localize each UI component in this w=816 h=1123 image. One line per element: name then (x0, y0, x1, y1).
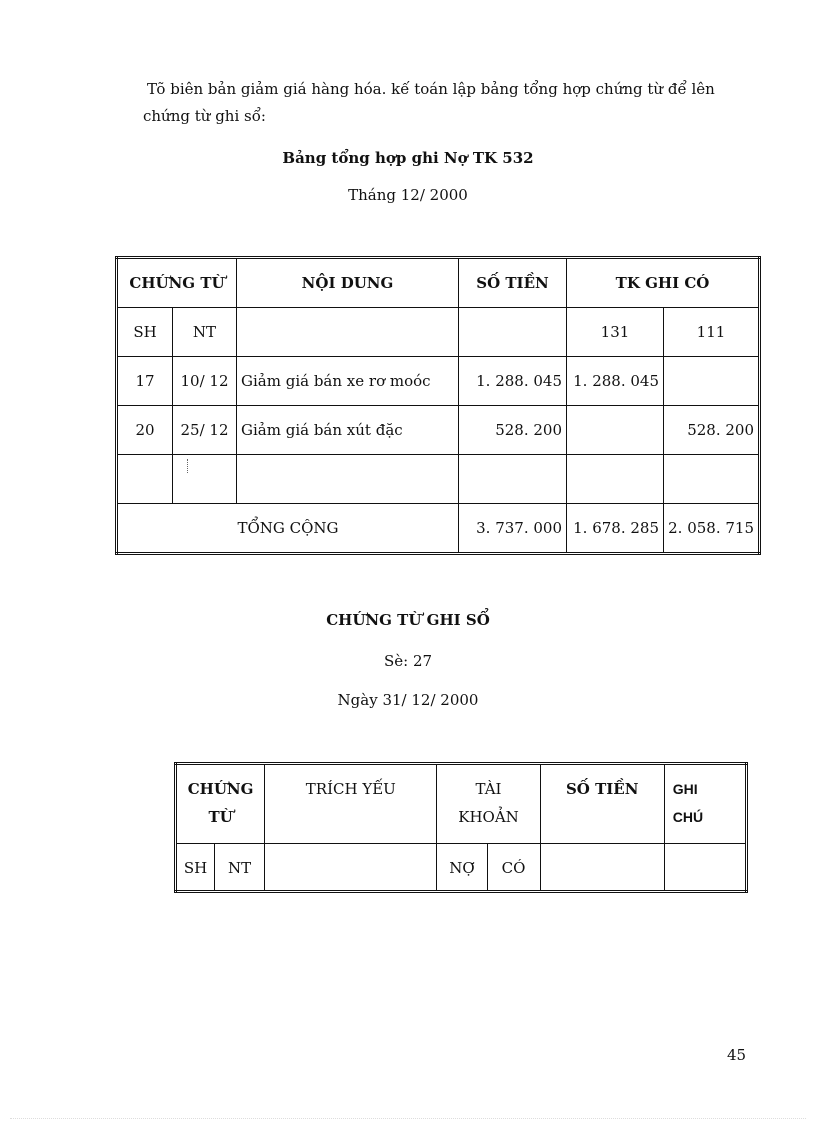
total-so-tien: 3. 737. 000 (459, 504, 567, 554)
header-trich-yeu: TRÍCH YẾU (265, 764, 437, 844)
header-ghi-chu: GHI CHÚ (664, 764, 746, 844)
cell-so-tien: 528. 200 (459, 406, 567, 455)
sub-sh: SH (117, 308, 173, 357)
sub-131: 131 (567, 308, 664, 357)
intro-paragraph: Tõ biên bản giảm giá hàng hóa. kế toán lập bảng tổng hợp chứng từ để lên chứng từ ghi sổ: (143, 80, 715, 125)
table-row (117, 357, 760, 406)
table1-month: Tháng 12/ 2000 (348, 186, 468, 204)
header-chung-tu: CHỨNG TỪ (117, 258, 237, 308)
cell-131: 1. 288. 045 (567, 357, 664, 406)
cell-noi-dung: Giảm giá bán xút đặc (237, 406, 459, 455)
page-number: 45 (727, 1046, 747, 1064)
header-chung-tu: CHỨNG TỪ (176, 764, 265, 844)
sub-co: CÓ (487, 844, 540, 892)
sub-nt: NT (215, 844, 265, 892)
header-so-tien: SỐ TIỀN (540, 764, 664, 844)
cell-nt: 10/ 12 (173, 357, 237, 406)
voucher-header-row (176, 764, 747, 844)
cell-111: 528. 200 (664, 406, 760, 455)
sub-nt: NT (173, 308, 237, 357)
cell-so-tien: 1. 288. 045 (459, 357, 567, 406)
total-111: 2. 058. 715 (664, 504, 760, 554)
voucher-number: Sè: 27 (383, 652, 433, 670)
voucher-subheader-row (176, 844, 747, 892)
header-tai-khoan: TÀI KHOẢN (437, 764, 540, 844)
summary-table (115, 256, 761, 555)
voucher-table (174, 762, 748, 893)
sub-111: 111 (664, 308, 760, 357)
sub-empty (459, 308, 567, 357)
total-row (117, 504, 760, 554)
total-131: 1. 678. 285 (567, 504, 664, 554)
header-tk-ghi-co: TK GHI CÓ (567, 258, 760, 308)
sub-empty (237, 308, 459, 357)
cell-131 (567, 406, 664, 455)
header-so-tien: SỐ TIỀN (459, 258, 567, 308)
table-row-empty (117, 455, 760, 504)
table1-title: Bảng tổng hợp ghi Nợ TK 532 (282, 149, 534, 167)
cell-sh: 20 (117, 406, 173, 455)
cell-sh: 17 (117, 357, 173, 406)
total-label: TỔNG CỘNG (117, 504, 459, 554)
cursor-mark (187, 459, 188, 473)
voucher-date: Ngày 31/ 12/ 2000 (337, 691, 479, 709)
cell-111 (664, 357, 760, 406)
sub-no: NỢ (437, 844, 487, 892)
cell-nt: 25/ 12 (173, 406, 237, 455)
table-header-row (117, 258, 760, 308)
table-subheader-row (117, 308, 760, 357)
voucher-title: CHỨNG TỪ GHI SỔ (326, 611, 490, 629)
page-bottom-divider (10, 1118, 806, 1119)
table-row (117, 406, 760, 455)
header-noi-dung: NỘI DUNG (237, 258, 459, 308)
sub-sh: SH (176, 844, 215, 892)
cell-noi-dung: Giảm giá bán xe rơ moóc (237, 357, 459, 406)
